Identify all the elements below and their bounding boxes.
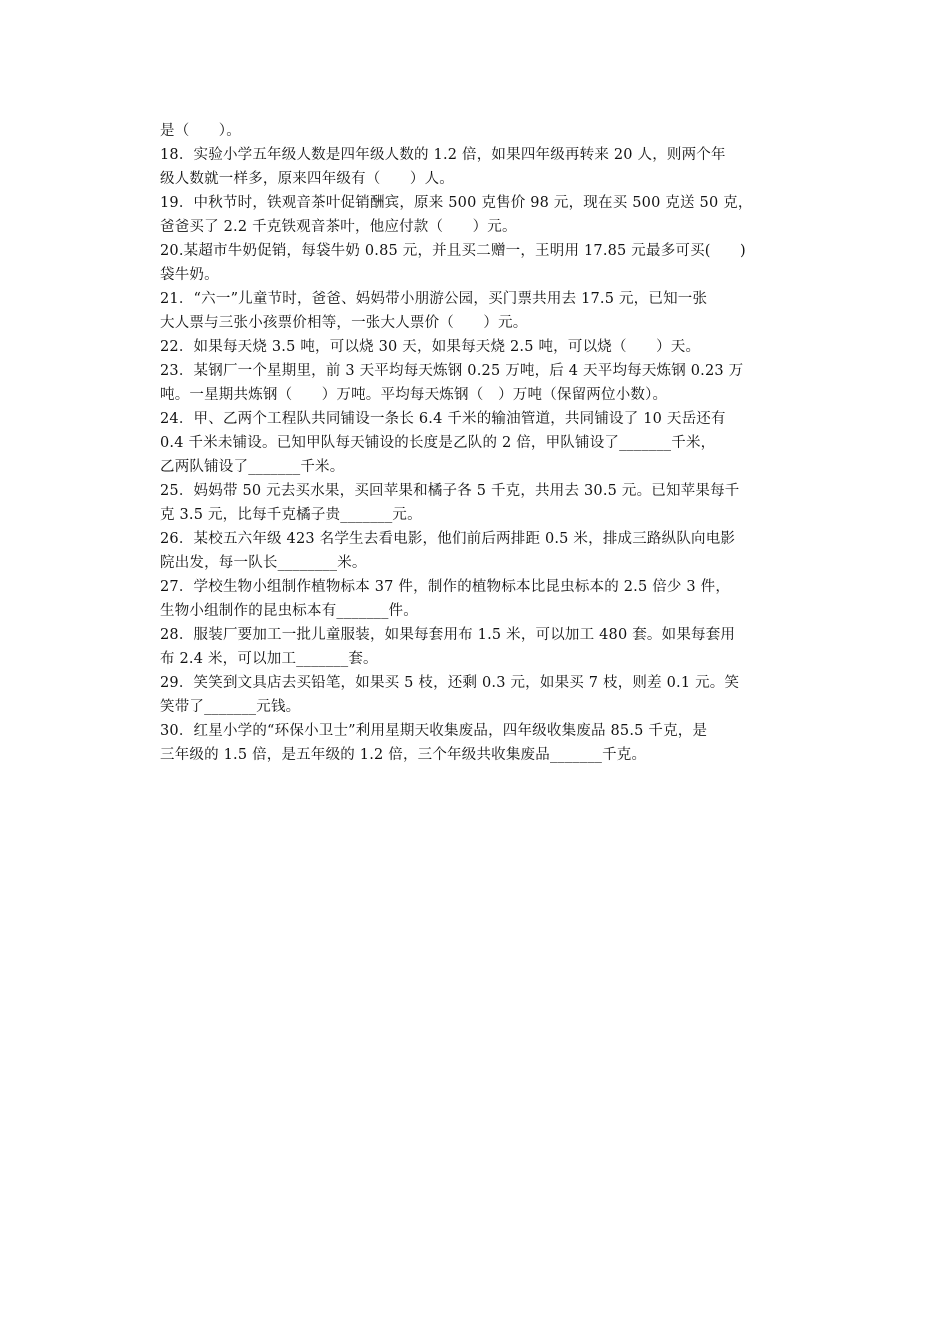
text-line: 生物小组制作的昆虫标本有_______件。 [160,603,418,619]
text-line: 克 3.5 元，比每千克橘子贵_______元。 [160,507,422,523]
text-line: 三年级的 1.5 倍，是五年级的 1.2 倍，三个年级共收集废品_______千克。 [160,747,647,763]
text-line: 爸爸买了 2.2 千克铁观音茶叶，他应付款（ ）元。 [160,219,517,235]
text-line: 19．中秋节时，铁观音茶叶促销酬宾，原来 500 克售价 98 元，现在买 500 克送 50 克， [160,195,753,211]
text-line: 是（ ）。 [160,123,241,139]
text-line: 25．妈妈带 50 元去买水果，买回苹果和橘子各 5 千克，共用去 30.5 元。已知苹果每千 [160,483,740,499]
text-line: 0.4 千米未铺设。已知甲队每天铺设的长度是乙队的 2 倍，甲队铺设了_______千米， [160,435,716,451]
text-line: 24．甲、乙两个工程队共同铺设一条长 6.4 千米的输油管道，共同铺设了 10 天岳还有 [160,411,726,427]
text-line: 笑带了_______元钱。 [160,699,301,715]
text-line: 布 2.4 米，可以加工_______套。 [160,651,378,667]
text-line: 28．服装厂要加工一批儿童服装，如果每套用布 1.5 米，可以加工 480 套。如果每套用 [160,627,736,643]
text-line: 级人数就一样多，原来四年级有（ ）人。 [160,171,454,187]
text-line: 23．某钢厂一个星期里，前 3 天平均每天炼钢 0.25 万吨，后 4 天平均每天炼钢 0.23 万 [160,363,744,379]
text-line: 袋牛奶。 [160,267,219,283]
text-line: 29．笑笑到文具店去买铅笔，如果买 5 枝，还剩 0.3 元，如果买 7 枝，则差 0.1 元。笑 [160,675,740,691]
problem-text-block [160,119,800,767]
text-line: 大人票与三张小孩票价相等，一张大人票价（ ）元。 [160,315,528,331]
text-line: 18．实验小学五年级人数是四年级人数的 1.2 倍，如果四年级再转来 20 人，则两个年 [160,147,726,163]
text-line: 吨。一星期共炼钢（ ）万吨。平均每天炼钢（ ）万吨（保留两位小数）。 [160,387,668,403]
text-line: 26．某校五六年级 423 名学生去看电影，他们前后两排距 0.5 米，排成三路纵队向电影 [160,531,736,547]
text-line: 22．如果每天烧 3.5 吨，可以烧 30 天，如果每天烧 2.5 吨，可以烧（ ）天。 [160,339,701,355]
text-line: 30．红星小学的“环保小卫士”利用星期天收集废品，四年级收集废品 85.5 千克，是 [160,723,708,739]
text-line: 27．学校生物小组制作植物标本 37 件，制作的植物标本比昆虫标本的 2.5 倍少 3 件， [160,579,731,595]
text-line: 院出发，每一队长________米。 [160,555,367,571]
text-line: 21．“六一”儿童节时，爸爸、妈妈带小朋游公园，买门票共用去 17.5 元，已知一张 [160,291,708,307]
text-line: 20.某超市牛奶促销，每袋牛奶 0.85 元，并且买二赠一，王明用 17.85 元最多可买( ) [160,243,746,259]
text-line: 乙两队铺设了_______千米。 [160,459,345,475]
